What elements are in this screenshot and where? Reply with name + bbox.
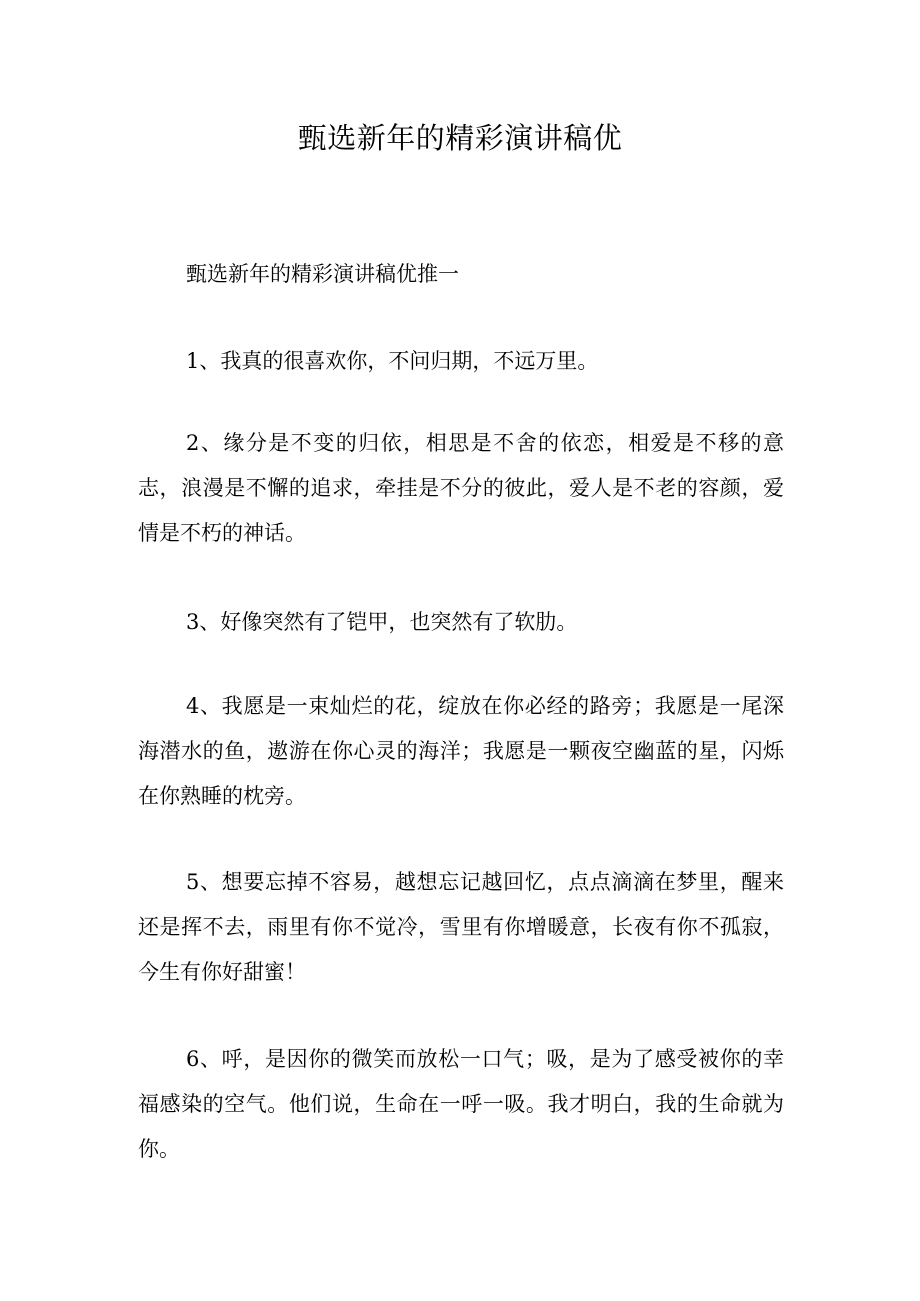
document-title: 甄选新年的精彩演讲稿优 bbox=[297, 121, 623, 155]
document-subtitle: 甄选新年的精彩演讲稿优推一 bbox=[186, 262, 459, 286]
paragraph-6: 6、呼，是因你的微笑而放松一口气；吸，是为了感受被你的幸福感染的空气。他们说，生命在一呼一吸。我才明白，我的生命就为你。 bbox=[138, 1047, 784, 1161]
paragraph-3: 3、好像突然有了铠甲，也突然有了软肋。 bbox=[186, 610, 578, 634]
paragraph-5: 5、想要忘掉不容易，越想忘记越回忆，点点滴滴在梦里，醒来还是挥不去，雨里有你不觉冷，雪里有你增暖意，长夜有你不孤寂，今生有你好甜蜜！ bbox=[138, 870, 784, 984]
paragraph-1: 1、我真的很喜欢你，不问归期，不远万里。 bbox=[186, 349, 599, 373]
paragraph-4: 4、我愿是一束灿烂的花，绽放在你必经的路旁；我愿是一尾深海潜水的鱼，遨游在你心灵的海洋；我愿是一颗夜空幽蓝的星，闪烁在你熟睡的枕旁。 bbox=[138, 694, 784, 808]
paragraph-2: 2、缘分是不变的归依，相思是不舍的依恋，相爱是不移的意志，浪漫是不懈的追求，牵挂是不分的彼此，爱人是不老的容颜，爱情是不朽的神话。 bbox=[138, 431, 784, 545]
